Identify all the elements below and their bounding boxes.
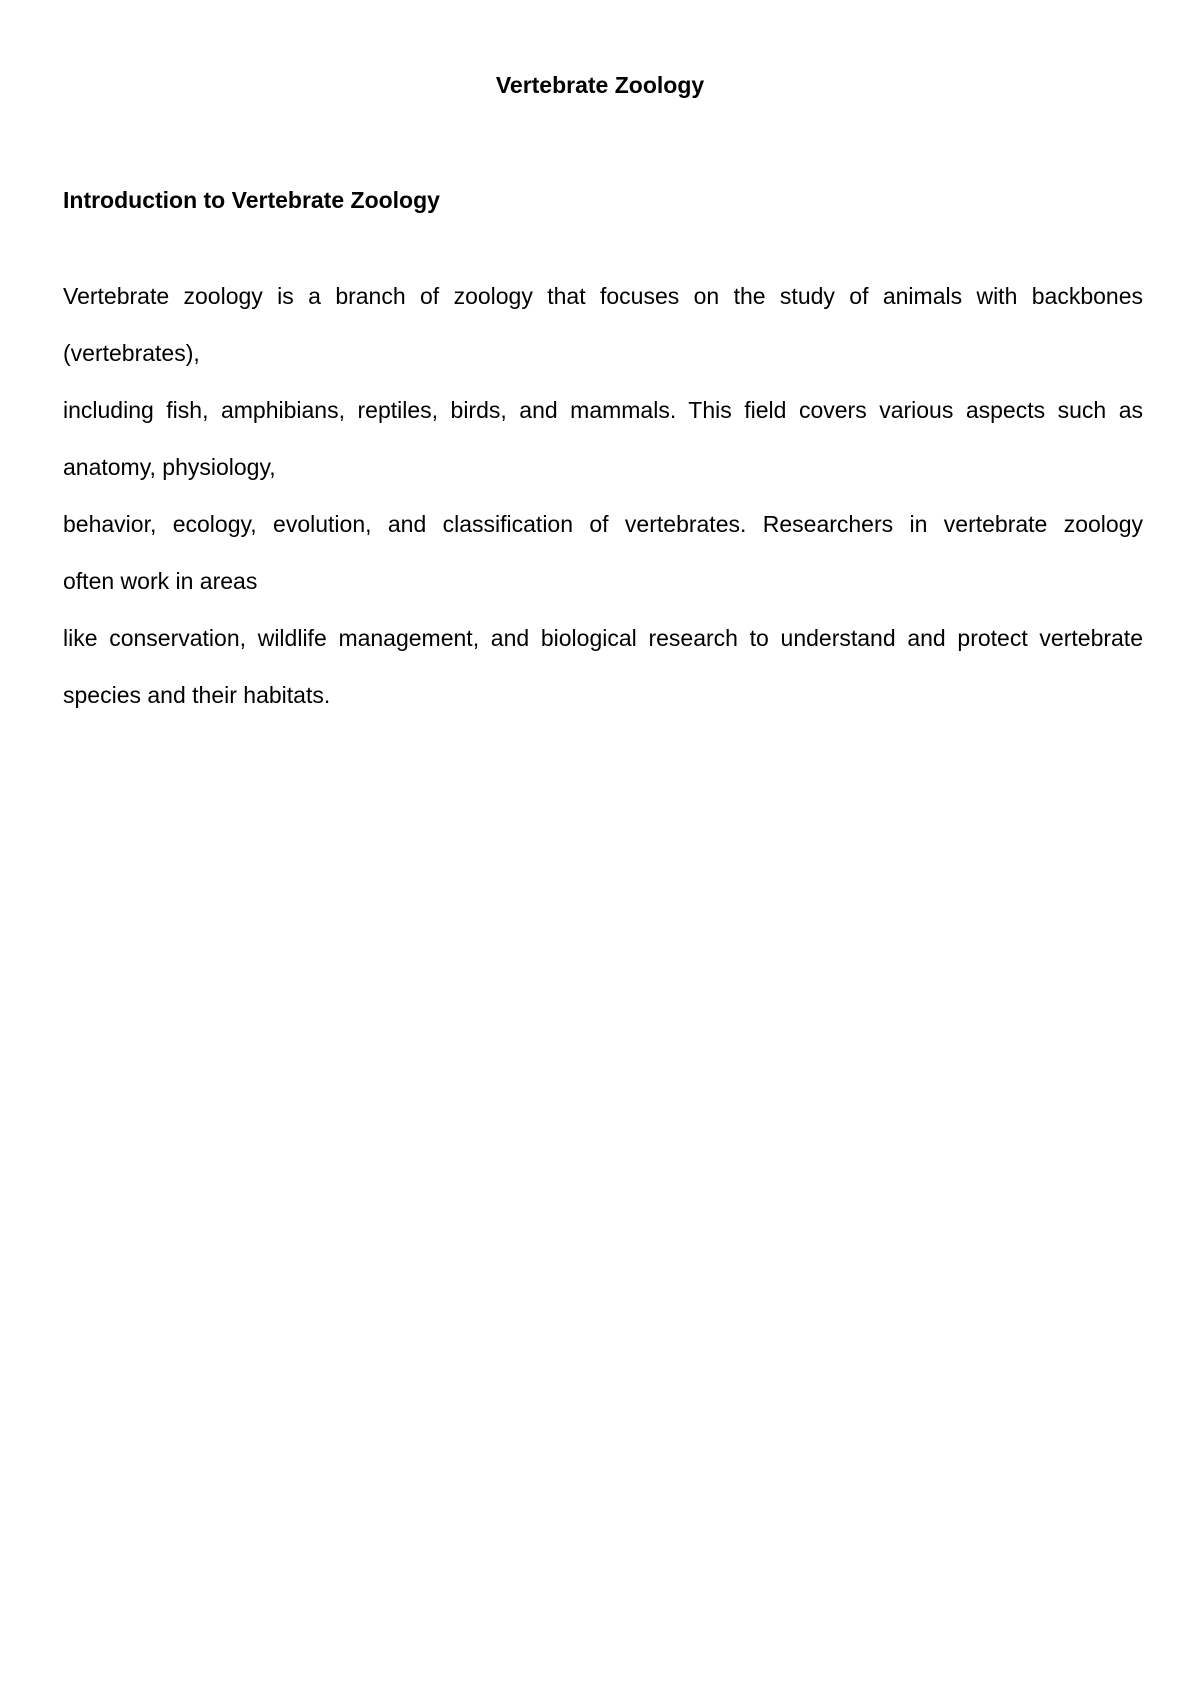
section-heading: Introduction to Vertebrate Zoology xyxy=(63,187,440,213)
paragraph-line: Vertebrate zoology is a branch of zoology that focuses on the study of animals with backbones xyxy=(63,283,1143,309)
paragraph-line: including fish, amphibians, reptiles, birds, and mammals. This field covers various aspects such as xyxy=(63,397,1143,423)
paragraph-line: behavior, ecology, evolution, and classification of vertebrates. Researchers in vertebrate zoology xyxy=(63,511,1143,537)
document-title: Vertebrate Zoology xyxy=(495,72,705,98)
paragraph-line: species and their habitats. xyxy=(63,682,331,708)
paragraph-line: anatomy, physiology, xyxy=(63,454,276,480)
paragraph-line: often work in areas xyxy=(63,568,258,594)
body-paragraph xyxy=(63,268,1143,724)
paragraph-line: (vertebrates), xyxy=(63,340,200,366)
paragraph-line: like conservation, wildlife management, and biological research to understand and protect vertebrate xyxy=(63,625,1143,651)
